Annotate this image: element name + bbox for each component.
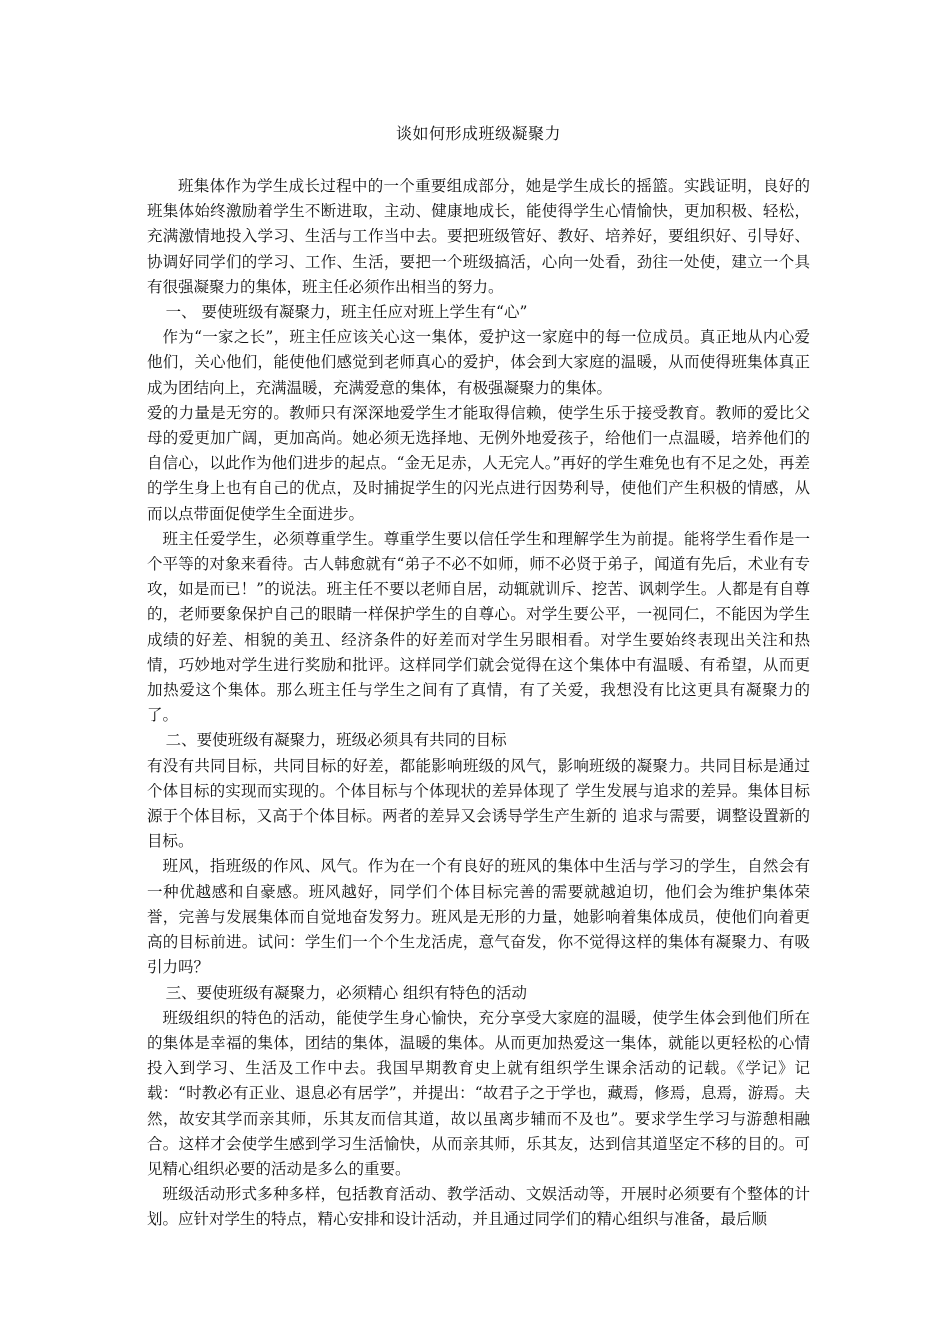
paragraph: 班级活动形式多种多样，包括教育活动、教学活动、文娱活动等，开展时必须要有个整体的计划。应针对学生的特点，精心安排和设计活动，并且通过同学们的精心组织与准备，最后顺	[147, 1185, 810, 1229]
section-heading: 一、 要使班级有凝聚力，班主任应对班上学生有“心”	[165, 303, 528, 322]
paragraph: 作为“一家之长”，班主任应该关心这一集体，爱护这一家庭中的每一位成员。真正地从内心爱他们，关心他们，能使他们感觉到老师真心的爱护，体会到大家庭的温暖，从而使得班集体真正成为团结向上，充满温暖，充满爱意的集体，有极强凝聚力的集体。	[147, 328, 810, 397]
paragraph: 有没有共同目标，共同目标的好差，都能影响班级的风气，影响班级的凝聚力。共同目标是通过个体目标的实现而实现的。个体目标与个体现状的差异体现了 学生发展与追求的差异。集体目标源于个体目标，又高于个体目标。两者的差异又会诱导学生产生新的 追求与需要，调整设置新的目标。	[147, 756, 810, 851]
paragraph: 班风，指班级的作风、风气。作为在一个有良好的班风的集体中生活与学习的学生，自然会有一种优越感和自豪感。班风越好，同学们个体目标完善的需要就越迫切，他们会为维护集体荣誉，完善与发展集体而自觉地奋发努力。班风是无形的力量，她影响着集体成员，使他们向着更高的目标前进。试问：学生们一个个生龙活虎，意气奋发，你不觉得这样的集体有凝聚力、有吸引力吗？	[147, 857, 810, 977]
document-title: 谈如何形成班级凝聚力	[395, 124, 561, 143]
document-body	[147, 174, 810, 1233]
paragraph: 班级组织的特色的活动，能使学生身心愉快，充分享受大家庭的温暖，使学生体会到他们所在的集体是幸福的集体，团结的集体，温暖的集体。从而更加热爱这一集体，就能以更轻松的心情投入到学习、生活及工作中去。我国早期教育史上就有组织学生课余活动的记载。《学记》记载：“时教必有正业、退息必有居学”，并提出：“故君子之于学也，藏焉，修焉，息焉，游焉。夫然，故安其学而亲其师，乐其友而信其道，故以虽离步辅而不及也”。要求学生学习与游憩相融合。这样才会使学生感到学习生活愉快，从而亲其师，乐其友，达到信其道坚定不移的目的。可见精心组织必要的活动是多么的重要。	[147, 1008, 810, 1178]
paragraph: 爱的力量是无穷的。教师只有深深地爱学生才能取得信赖，使学生乐于接受教育。教师的爱比父母的爱更加广阔，更加高尚。她必须无选择地、无例外地爱孩子，给他们一点温暖，培养他们的自信心，以此作为他们进步的起点。“金无足赤，人无完人。”再好的学生难免也有不足之处，再差的学生身上也有自己的优点，及时捕捉学生的闪光点进行因势利导，使他们产生积极的情感，从而以点带面促使学生全面进步。	[147, 403, 810, 523]
paragraph: 班主任爱学生，必须尊重学生。尊重学生要以信任学生和理解学生为前提。能将学生看作是一个平等的对象来看待。古人韩愈就有“弟子不必不如师，师不必贤于弟子，闻道有先后，术业有专攻，如是而已！”的说法。班主任不要以老师自居，动辄就训斥、挖苦、讽刺学生。人都是有自尊的，老师要象保护自己的眼睛一样保护学生的自尊心。对学生要公平，一视同仁，不能因为学生成绩的好差、相貌的美丑、经济条件的好差而对学生另眼相看。对学生要始终表现出关注和热情，巧妙地对学生进行奖励和批评。这样同学们就会觉得在这个集体中有温暖、有希望，从而更加热爱这个集体。那么班主任与学生之间有了真情，有了关爱，我想没有比这更具有凝聚力的了。	[147, 529, 810, 725]
paragraph: 班集体作为学生成长过程中的一个重要组成部分，她是学生成长的摇篮。实践证明，良好的班集体始终激励着学生不断进取，主动、健康地成长，能使得学生心情愉快，更加积极、轻松，充满激情地投入学习、生活与工作当中去。要把班级管好、教好、培养好，要组织好、引导好、协调好同学们的学习、工作、生活，要把一个班级搞活，心向一处看，劲往一处使，建立一个具有很强凝聚力的集体，班主任必须作出相当的努力。	[147, 177, 810, 296]
section-heading: 二、要使班级有凝聚力，班级必须具有共同的目标	[165, 731, 507, 750]
section-heading: 三、要使班级有凝聚力，必须精心 组织有特色的活动	[165, 983, 528, 1002]
